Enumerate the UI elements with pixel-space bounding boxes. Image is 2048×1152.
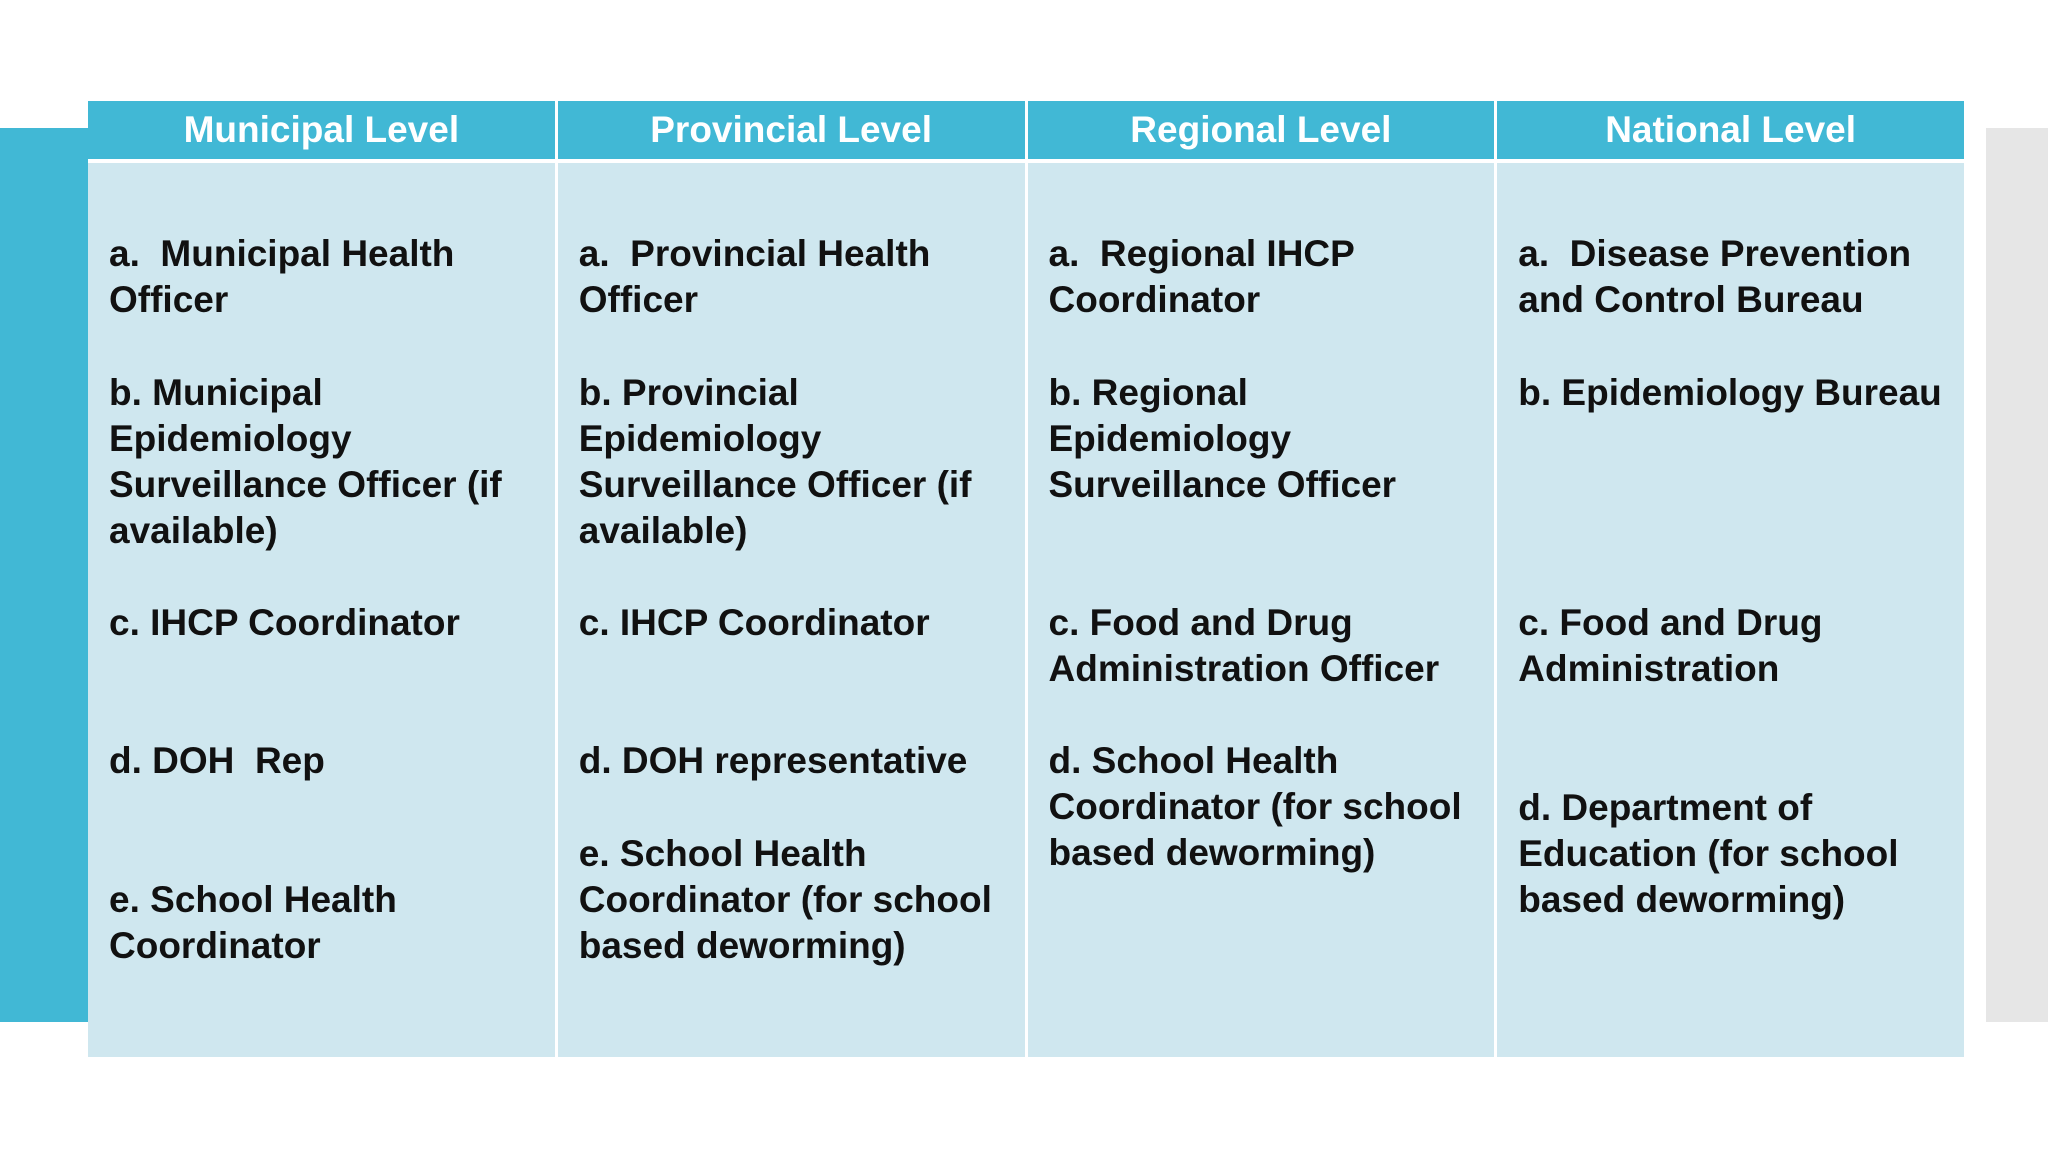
list-item: e. School Health Coordinator (for school based deworming) [578, 833, 1003, 966]
list-item: b. Provincial Epidemiology Surveillance Officer (if available) [578, 372, 982, 551]
header-national-level: National Level [1497, 101, 1964, 159]
list-item: a. Regional IHCP Coordinator [1048, 233, 1365, 320]
header-provincial-level: Provincial Level [558, 101, 1025, 159]
list-item: c. IHCP Coordinator [578, 602, 930, 643]
national-level-cell [1497, 163, 1964, 1057]
municipal-level-cell [88, 163, 555, 1057]
list-item: d. DOH Rep [109, 740, 325, 781]
provincial-level-cell [558, 163, 1025, 1057]
list-item: d. DOH representative [578, 740, 968, 781]
list-item: c. Food and Drug Administration [1518, 602, 1832, 689]
list-item: b. Municipal Epidemiology Surveillance Officer (if available) [109, 372, 513, 551]
header-municipal-level: Municipal Level [88, 101, 555, 159]
list-item: e. School Health Coordinator [109, 879, 408, 966]
list-item: d. School Health Coordinator (for school based deworming) [1048, 740, 1472, 873]
levels-table [88, 101, 1964, 1057]
header-regional-level: Regional Level [1028, 101, 1495, 159]
right-accent-bar [1986, 128, 2048, 1022]
list-item: c. Food and Drug Administration Officer [1048, 602, 1440, 689]
list-item: c. IHCP Coordinator [109, 602, 460, 643]
list-item: d. Department of Education (for school based deworming) [1518, 787, 1909, 920]
list-item: b. Regional Epidemiology Surveillance Officer [1048, 372, 1397, 505]
list-item: a. Provincial Health Officer [578, 233, 941, 320]
list-item: a. Disease Prevention and Control Bureau [1518, 233, 1922, 320]
regional-level-cell [1028, 163, 1495, 1057]
left-accent-bar [0, 128, 88, 1022]
list-item: b. Epidemiology Bureau [1518, 372, 1942, 413]
list-item: a. Municipal Health Officer [109, 233, 465, 320]
